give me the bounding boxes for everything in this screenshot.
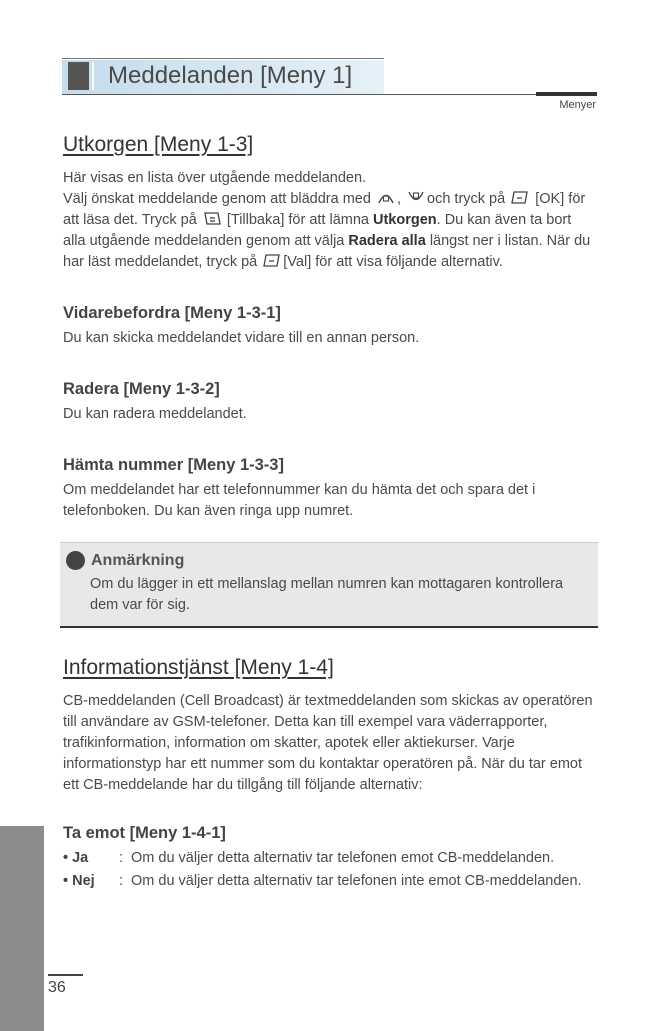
paragraph: Du kan radera meddelandet.: [63, 406, 247, 422]
subsection-title-hamta: Hämta nummer [Meny 1-3-3]: [63, 456, 284, 474]
option-text: Om du väljer detta alternativ tar telefonen emot CB-meddelanden.: [131, 850, 555, 866]
paragraph: CB-meddelanden (Cell Broadcast) är textmeddelanden som skickas av operatören till användare av GSM-telefoner. Detta kan till exempel vara väderrapporter, trafikinformation, information om skatter, apotek eller aktiekurser. Varje informationstyp har ett nummer som du kontaktar operatören på. När du tar emot ett CB-meddelande har du tillgång till följande alternativ:: [63, 693, 593, 793]
header-top-line: [62, 58, 384, 59]
option-key: • Nej: [63, 873, 95, 889]
page-content: [63, 132, 595, 894]
option-text: Om du väljer detta alternativ tar telefonen inte emot CB-meddelanden.: [131, 873, 582, 889]
chapter-side-tab: [0, 826, 44, 1031]
option-separator: :: [119, 873, 124, 889]
section-title-informationstjanst: Informationstjänst [Meny 1-4]: [63, 656, 334, 679]
note-text: Om du lägger in ett mellanslag mellan numren kan mottagaren kontrollera dem var för sig.: [90, 576, 564, 613]
nav-up-icon: [377, 190, 395, 205]
header-rule: [62, 94, 597, 95]
note-title: Anmärkning: [91, 551, 185, 569]
list-item: [63, 871, 595, 892]
paragraph: Du kan skicka meddelandet vidare till en annan person.: [63, 330, 420, 346]
page-title: Meddelanden [Meny 1]: [108, 62, 353, 89]
option-list: [63, 848, 595, 892]
note-box: [60, 542, 598, 628]
header-tab-marker: [536, 92, 597, 96]
nav-down-icon: [407, 190, 425, 205]
paragraph: Om meddelandet har ett telefonnummer kan du hämta det och spara det i telefonboken. Du kan även ringa upp numret.: [63, 482, 536, 519]
option-separator: :: [119, 850, 124, 866]
header-marker: [68, 62, 89, 90]
subsection-title-ta-emot: Ta emot [Meny 1-4-1]: [63, 824, 226, 842]
option-key: • Ja: [63, 850, 89, 866]
section-title-utkorgen: Utkorgen [Meny 1-3]: [63, 133, 254, 156]
subsection-title-radera: Radera [Meny 1-3-2]: [63, 380, 220, 398]
list-item: [63, 848, 595, 869]
page-number: 36: [48, 979, 66, 996]
header-marker-separator: [92, 62, 94, 90]
paragraph: Här visas en lista över utgående meddelanden.: [63, 170, 367, 186]
paragraph-utkorgen-instructions: Välj önskat meddelande genom att bläddra med , och tryck på [OK] för att läsa det. Tryck på [Tillbaka] för att lämna Utkorgen. Du kan även ta bort alla utgående meddelanden genom att välja Radera alla längst ner i listan. När du har läst meddelandet, tryck på [Val] för att visa följande alternativ.: [63, 191, 591, 270]
note-bullet-icon: [66, 551, 85, 570]
soft-key-left-icon: [263, 253, 281, 268]
page-number-rule: [48, 974, 83, 976]
soft-key-left-icon: [511, 190, 529, 205]
subsection-title-vidarebefordra: Vidarebefordra [Meny 1-3-1]: [63, 304, 281, 322]
soft-key-right-icon: [203, 211, 221, 226]
chapter-label: Menyer: [559, 99, 596, 111]
